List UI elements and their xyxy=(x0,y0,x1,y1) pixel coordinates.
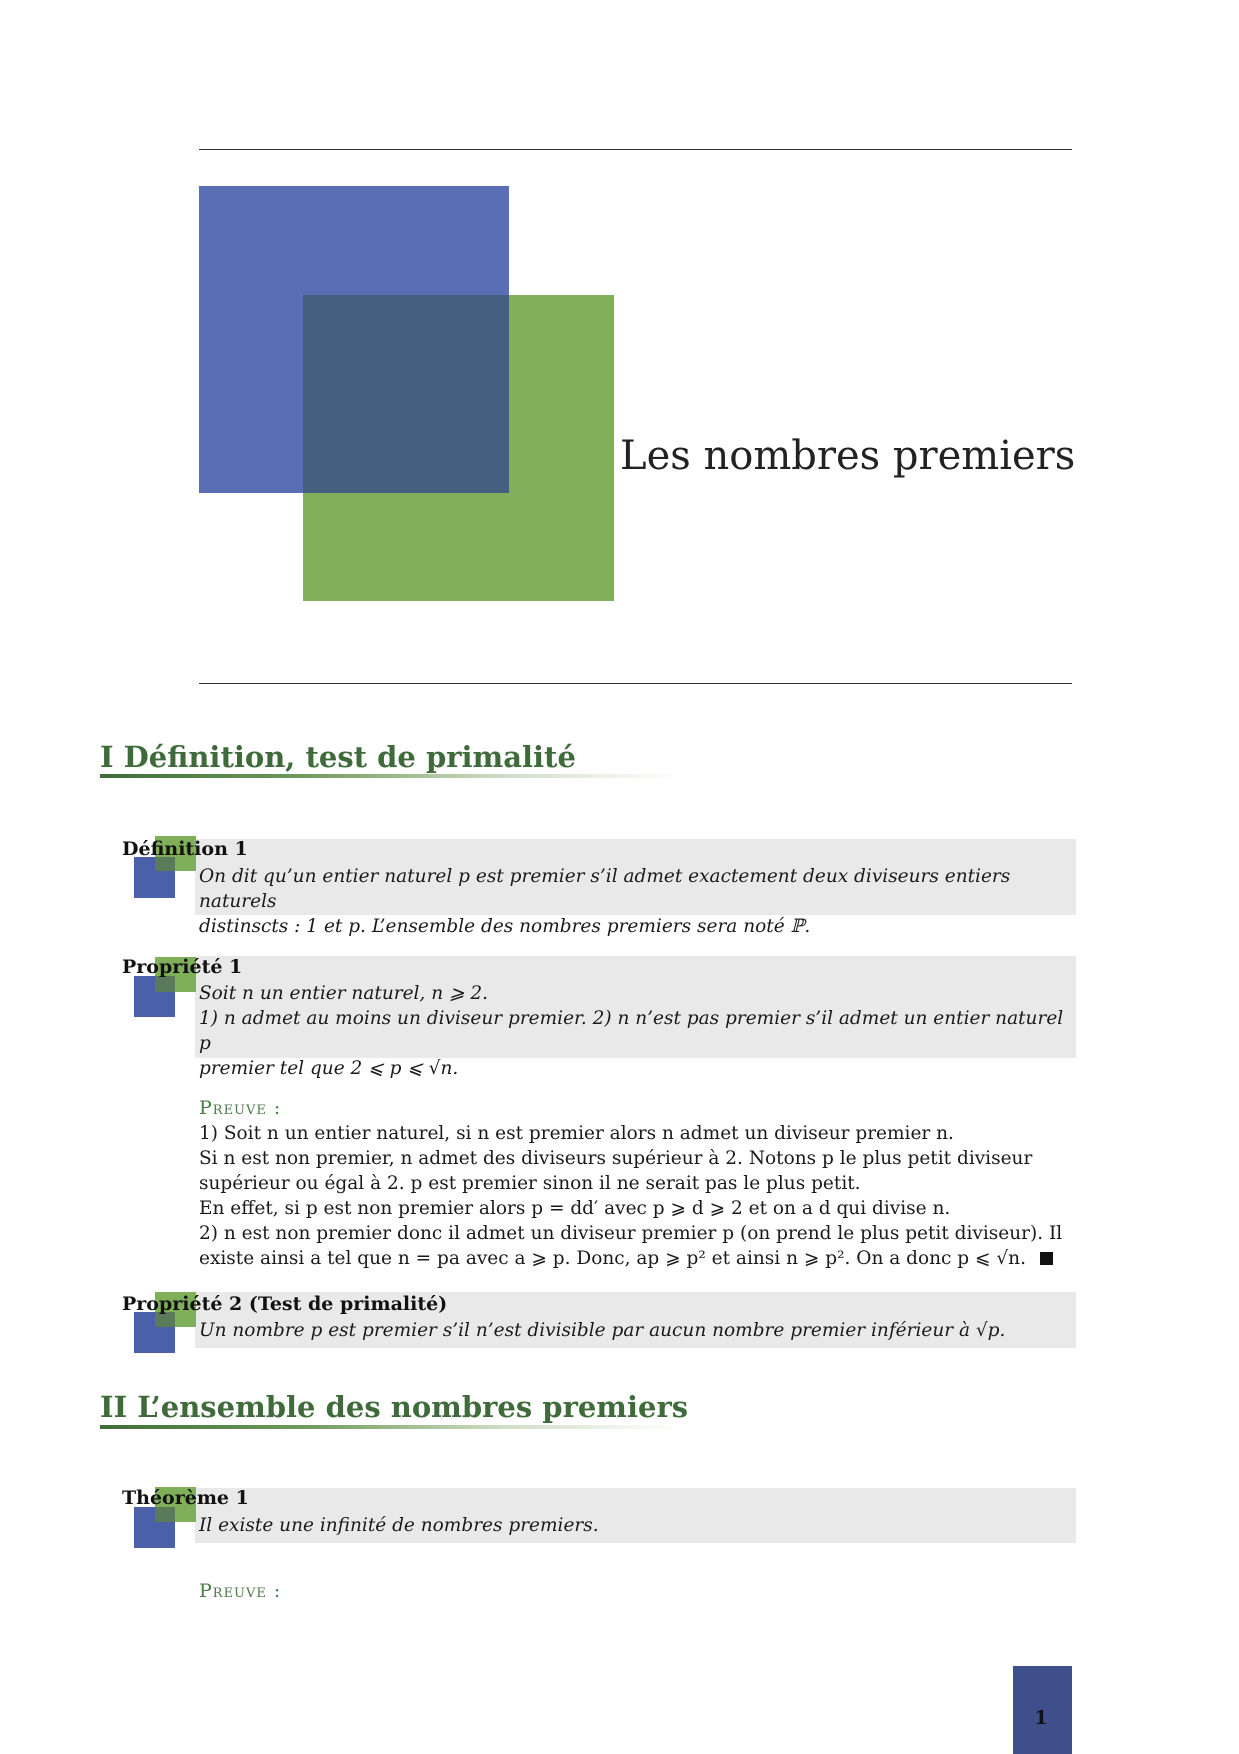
propriete1-line-3: premier tel que 2 ⩽ p ⩽ √n. xyxy=(199,1058,459,1079)
preuve1-text xyxy=(199,1121,1073,1271)
propriete1-line-2: 1) n admet au moins un diviseur premier. 2) n n’est pas premier s’il admet un entier naturel p xyxy=(199,1008,1064,1054)
bottom-rule xyxy=(199,683,1072,684)
section-underline-1 xyxy=(100,774,680,778)
section-heading-2: II L’ensemble des nombres premiers xyxy=(100,1390,689,1424)
theoreme1-line-1: Il existe une infinité de nombres premiers. xyxy=(199,1515,599,1536)
propriete2-title: Propriété 2 (Test de primalité) xyxy=(122,1293,448,1315)
preuve1-line-6: existe ainsi a tel que n = pa avec a ⩾ p. Donc, ap ⩾ p² et ainsi n ⩾ p². On a donc p ⩽ √n. xyxy=(199,1248,1026,1269)
definition-text xyxy=(199,864,1073,939)
top-rule xyxy=(199,149,1072,150)
definition-line-1: On dit qu’un entier naturel p est premier s’il admet exactement deux diviseurs entiers naturels xyxy=(199,866,1011,912)
preuve1-line-2: Si n est non premier, n admet des diviseurs supérieur à 2. Notons p le plus petit diviseur xyxy=(199,1148,1033,1169)
propriete1-icon-overlap xyxy=(155,976,175,992)
propriete2-text xyxy=(199,1318,1073,1343)
propriete1-text xyxy=(199,981,1073,1081)
propriete1-title: Propriété 1 xyxy=(122,956,243,978)
preuve2-heading: Preuve : xyxy=(199,1580,282,1602)
page-number: 1 xyxy=(1034,1707,1048,1729)
document-title: Les nombres premiers xyxy=(620,432,1076,479)
theoreme1-icon-overlap xyxy=(155,1507,175,1522)
definition-line-2: distinscts : 1 et p. L’ensemble des nombres premiers sera noté ℙ. xyxy=(199,916,811,937)
propriete1-line-1: Soit n un entier naturel, n ⩾ 2. xyxy=(199,983,489,1004)
preuve1-heading: Preuve : xyxy=(199,1097,282,1119)
preuve1-line-3: supérieur ou égal à 2. p est premier sinon il ne serait pas le plus petit. xyxy=(199,1173,861,1194)
preuve1-line-5: 2) n est non premier donc il admet un diviseur premier p (on prend le plus petit diviseur). Il xyxy=(199,1223,1063,1244)
definition-title: Définition 1 xyxy=(122,838,248,860)
section-heading-1: I Définition, test de primalité xyxy=(100,740,576,774)
preuve1-line-1: 1) Soit n un entier naturel, si n est premier alors n admet un diviseur premier n. xyxy=(199,1123,954,1144)
theoreme1-title: Théorème 1 xyxy=(122,1487,249,1509)
preuve1-line-6-row xyxy=(199,1246,1073,1271)
theoreme1-text xyxy=(199,1513,1073,1538)
section-underline-2 xyxy=(100,1425,680,1429)
propriete2-line-1: Un nombre p est premier s’il n’est divisible par aucun nombre premier inférieur à √p. xyxy=(199,1320,1006,1341)
overlap-square xyxy=(303,295,509,493)
qed-square-icon xyxy=(1040,1252,1053,1265)
preuve1-line-4: En effet, si p est non premier alors p = dd′ avec p ⩾ d ⩾ 2 et on a d qui divise n. xyxy=(199,1198,951,1219)
